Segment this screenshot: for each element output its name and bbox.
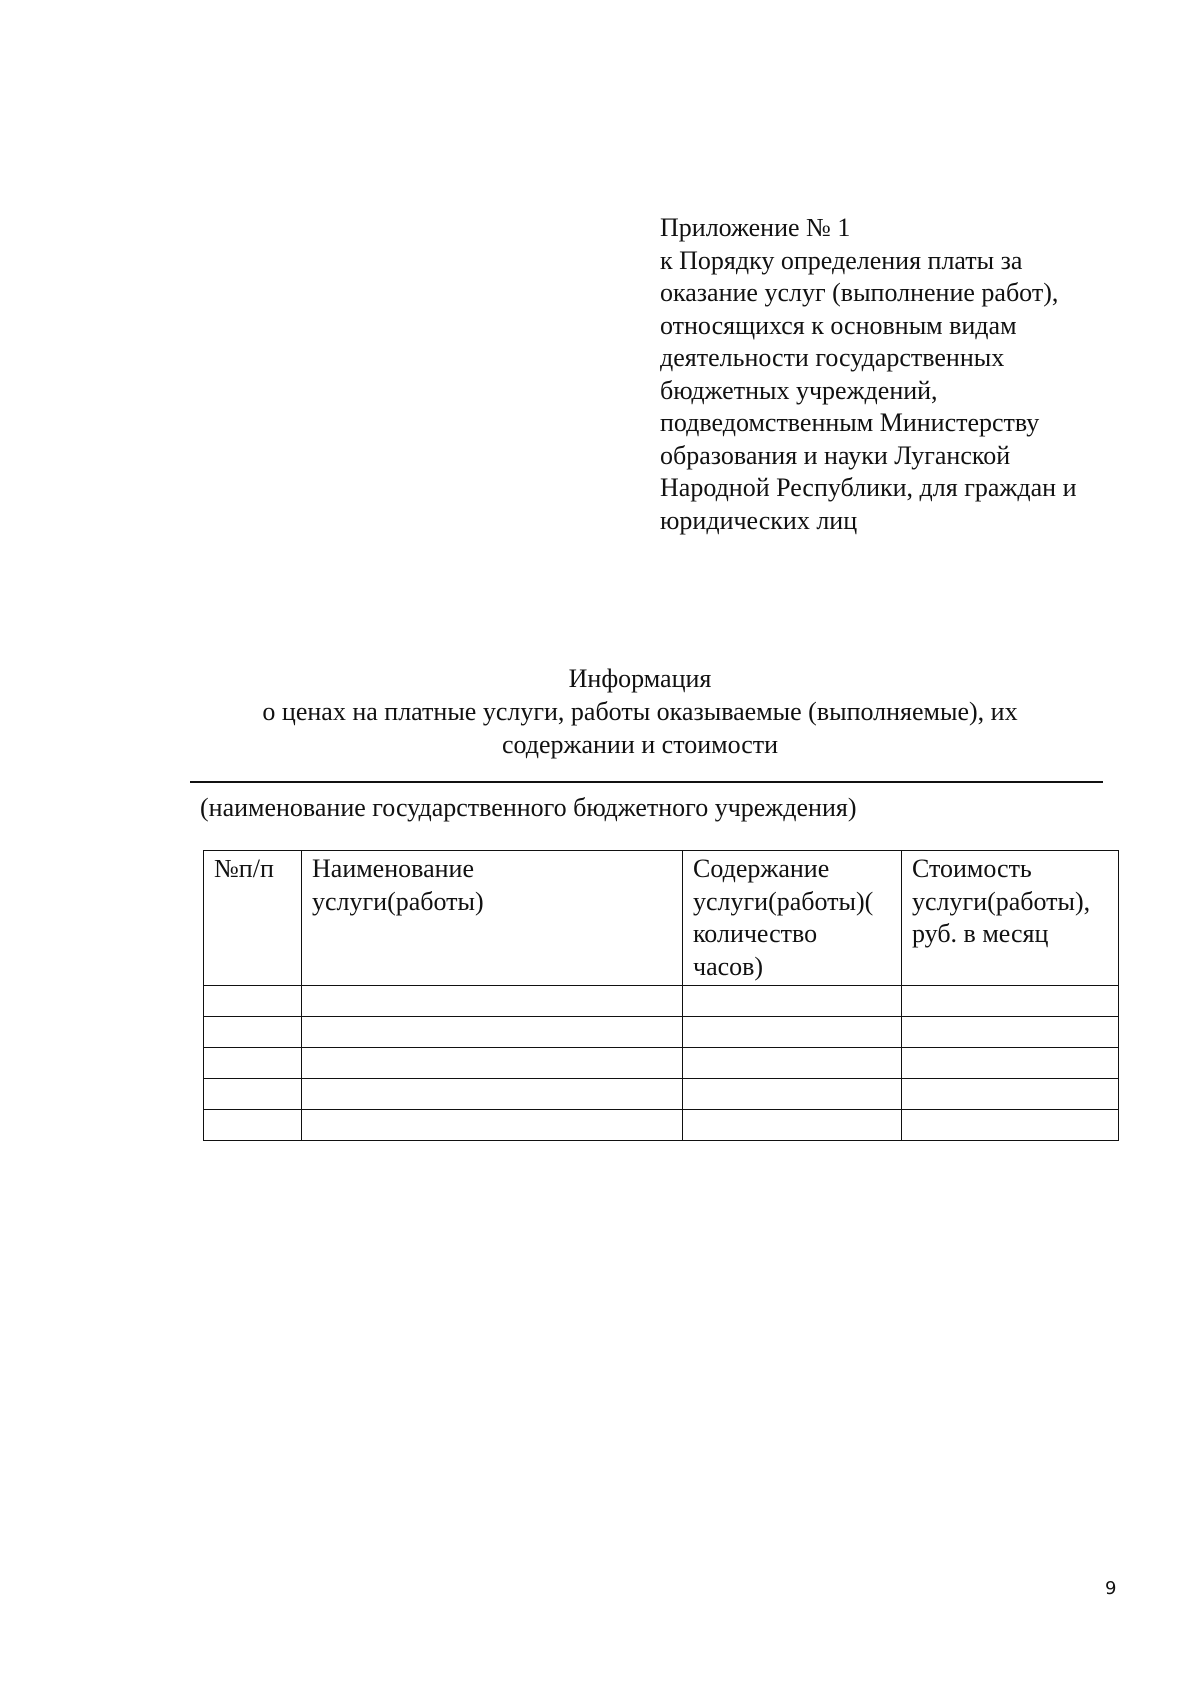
appendix-line: к Порядку определения платы за xyxy=(660,245,1023,275)
table-cell xyxy=(204,986,302,1017)
table-cell xyxy=(683,1079,902,1110)
header-service-content xyxy=(683,851,902,986)
table-row xyxy=(204,986,1119,1017)
appendix-line: оказание услуг (выполнение работ), xyxy=(660,278,1059,307)
price-table xyxy=(203,850,1119,1141)
table-cell xyxy=(902,1048,1119,1079)
appendix-note xyxy=(660,212,1130,537)
table-header-row xyxy=(204,851,1119,986)
table-row xyxy=(204,1079,1119,1110)
document-heading xyxy=(190,662,1090,761)
table-cell xyxy=(302,986,683,1017)
appendix-line: Приложение № 1 xyxy=(660,213,851,242)
header-line: услуги(работы) xyxy=(312,886,484,916)
document-subtitle-line-2: содержании и стоимости xyxy=(501,730,779,759)
header-service-name xyxy=(302,851,683,986)
header-line: Наименование xyxy=(312,854,474,883)
header-number xyxy=(204,851,302,986)
appendix-line: подведомственным Министерству xyxy=(660,408,1040,437)
header-line: услуги(работы)( xyxy=(693,886,874,916)
table-cell xyxy=(302,1048,683,1079)
table-cell xyxy=(902,1079,1119,1110)
table-row xyxy=(204,1110,1119,1141)
table-cell xyxy=(902,1110,1119,1141)
table-cell xyxy=(302,1110,683,1141)
page-number: 9 xyxy=(1105,1578,1117,1599)
appendix-line: Народной Республики, для граждан и xyxy=(660,473,1077,502)
table-cell xyxy=(683,986,902,1017)
appendix-line: образования и науки Луганской xyxy=(660,440,1011,470)
document-subtitle-line-1: о ценах на платные услуги, работы оказываемые (выполняемые), их xyxy=(262,697,1018,726)
institution-name-caption: (наименование государственного бюджетного учреждения) xyxy=(200,793,857,822)
table-cell xyxy=(204,1048,302,1079)
table-cell xyxy=(302,1079,683,1110)
table-cell xyxy=(902,1017,1119,1048)
table-cell xyxy=(902,986,1119,1017)
header-line: количество xyxy=(693,919,818,948)
appendix-line: относящихся к основным видам xyxy=(660,310,1017,340)
table-cell xyxy=(204,1079,302,1110)
table-row xyxy=(204,1048,1119,1079)
header-line: услуги(работы), xyxy=(912,886,1091,916)
appendix-line: деятельности государственных xyxy=(660,343,1005,372)
header-line: руб. в месяц xyxy=(912,919,1049,948)
institution-name-line xyxy=(190,781,1103,783)
document-title: Информация xyxy=(568,664,712,693)
header-service-cost xyxy=(902,851,1119,986)
table-row xyxy=(204,1017,1119,1048)
header-line: №п/п xyxy=(214,854,274,883)
header-line: Стоимость xyxy=(912,854,1032,883)
table-cell xyxy=(204,1110,302,1141)
header-line: Содержание xyxy=(693,854,830,883)
table-cell xyxy=(683,1017,902,1048)
table-cell xyxy=(683,1110,902,1141)
appendix-line: юридических лиц xyxy=(660,505,858,535)
table-cell xyxy=(302,1017,683,1048)
header-line: часов) xyxy=(693,951,764,981)
table-cell xyxy=(683,1048,902,1079)
appendix-line: бюджетных учреждений, xyxy=(660,375,938,405)
table-cell xyxy=(204,1017,302,1048)
